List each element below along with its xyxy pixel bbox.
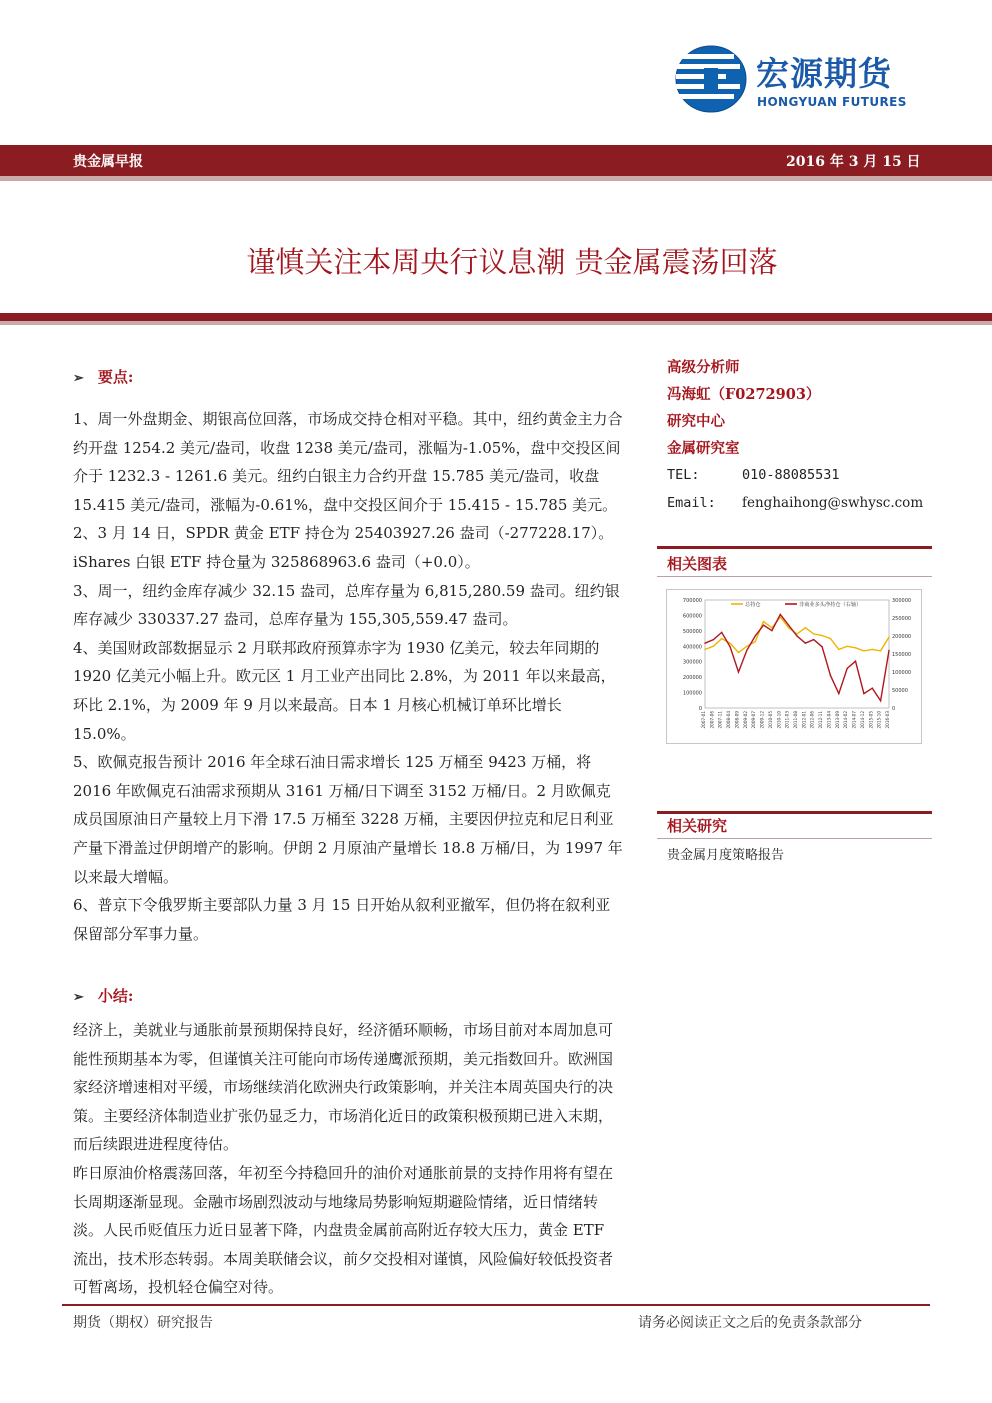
report-date: 2016 年 3 月 15 日 — [786, 154, 921, 170]
right-axis-tick-label: 50000 — [892, 688, 908, 694]
left-axis-tick-label: 500000 — [682, 628, 702, 635]
series-2-point — [846, 668, 847, 669]
series-1-point — [838, 649, 839, 650]
x-axis-tick-label: 2014-07 — [851, 711, 857, 729]
series-2-point — [788, 625, 789, 626]
series-2-point — [704, 643, 705, 644]
x-axis-tick-label: 2012-11 — [818, 711, 824, 729]
summary-paragraph-1: 经济上，美就业与通胀前景预期保持良好，经济循环顺畅，市场目前对本周加息可能性预期基本为零，但谨慎关注可能向市场传递鹰派预期，美元指数回升。欧洲国家经济增速相对平缓，市场继续消化欧洲央行政策影响，并关注本周英国央行的决策。主要经济体制造业扩张仍显乏力，市场消化近日的政策积极预期已进入末期，而后续跟进进程度待估。 — [73, 1021, 614, 1154]
series-2-point — [729, 646, 730, 647]
right-axis-tick-label: 0 — [892, 706, 896, 712]
x-axis-tick-label: 2016-03 — [885, 711, 890, 729]
related-research-item[interactable]: 贵金属月度策略报告 — [667, 848, 785, 863]
email-label: Email: — [667, 495, 716, 511]
x-axis-tick-label: 2009-07 — [751, 711, 757, 729]
series-2-point — [780, 614, 781, 615]
left-axis-tick-label: 200000 — [682, 675, 702, 682]
series-1-point — [763, 621, 764, 622]
keypoints-heading-text: 要点: — [97, 368, 134, 386]
series-1-point — [746, 646, 747, 647]
x-axis-tick-label: 2011-03 — [784, 711, 790, 729]
legend-label-1: 总持仓 — [745, 602, 761, 608]
series-2-point — [754, 635, 755, 636]
email-value[interactable]: fenghaihong@swhysc.com — [742, 495, 924, 511]
x-axis-tick-label: 2008-09 — [734, 711, 740, 729]
left-axis-tick-label: 100000 — [682, 690, 702, 697]
x-axis-tick-label: 2007-06 — [709, 711, 715, 729]
series-1-point — [721, 638, 722, 639]
title-divider-shadow — [0, 321, 992, 325]
footer-disclaimer: 请务必阅读正文之后的免责条款部分 — [638, 1315, 862, 1331]
keypoints-heading — [73, 366, 133, 387]
right-axis-tick-label: 300000 — [892, 598, 912, 604]
analyst-name: 冯海虹（F0272903） — [667, 386, 821, 403]
series-2-point — [721, 632, 722, 633]
x-axis-tick-label: 2011-08 — [793, 711, 798, 729]
report-title: 谨慎关注本周央行议息潮 贵金属震荡回落 — [246, 245, 778, 279]
x-axis-tick-label: 2012-06 — [809, 711, 815, 729]
analyst-title: 高级分析师 — [667, 359, 740, 376]
series-1-point — [704, 649, 705, 650]
series-2-point — [771, 630, 772, 631]
research-center: 研究中心 — [667, 413, 725, 430]
charts-section-rule — [657, 546, 932, 549]
keypoint-6: 6、普京下令俄罗斯主要部队力量 3 月 15 日开始从叙利亚撤军，但仍将在叙利亚保留部分军事力量。 — [73, 896, 611, 943]
keypoint-1: 1、周一外盘期金、期银高位回落，市场成交持仓相对平稳。其中，纽约黄金主力合约开盘 1254.2 美元/盎司，收盘 1238 美元/盎司，涨幅为-1.05%，盘中交投区间介于 1232.3 - 1261.6 美元。纽约白银主力合约开盘 15.785 美元/盎司，收盘 15.415 美元/盎司，涨幅为-0.61%，盘中交投区间介于 15.415 - 15.785 美元。 — [73, 410, 623, 514]
left-axis-tick-label: 0 — [698, 706, 702, 712]
right-axis-tick-label: 150000 — [892, 652, 912, 658]
keypoint-3: 3、周一，纽约金库存减少 32.15 盎司，总库存量为 6,815,280.59 盎司。纽约银库存减少 330337.27 盎司，总库存量为 155,305,559.47 盎司。 — [73, 581, 620, 629]
left-axis-tick-label: 300000 — [682, 659, 702, 666]
related-research-heading: 相关研究 — [667, 817, 728, 835]
series-1-point — [888, 636, 889, 637]
series-1-point — [754, 641, 755, 642]
header-bar-shadow — [0, 176, 992, 181]
research-section-underline — [657, 838, 932, 839]
right-axis-tick-label: 200000 — [892, 634, 912, 640]
series-1-point — [713, 646, 714, 647]
x-axis-tick-label: 2010-10 — [776, 711, 782, 729]
series-1-point — [805, 627, 806, 628]
legend-label-2: 非商业多头净持仓（右轴） — [799, 602, 862, 608]
x-axis-tick-label: 2013-09 — [834, 711, 840, 729]
series-2-point — [888, 650, 889, 651]
x-axis-tick-label: 2014-12 — [859, 711, 865, 729]
series-2-point — [713, 639, 714, 640]
series-1-point — [813, 633, 814, 634]
charts-section-underline — [657, 576, 932, 577]
logo-mark-icon — [674, 44, 748, 114]
summary-heading — [73, 985, 133, 1006]
series-1-point — [729, 643, 730, 644]
series-2-point — [838, 693, 839, 694]
x-axis-tick-label: 2007-01 — [701, 711, 706, 729]
research-section-rule — [657, 811, 932, 814]
keypoint-4: 4、美国财政部数据显示 2 月联邦政府预算赤字为 1930 亿美元，较去年同期的 1920 亿美元小幅上升。欧元区 1 月工业产出同比 2.8%，为 2011 年以来最高，环比 2.1%，为 2009 年 9 月以来最高。日本 1 月核心机械订单环比增长 15.0%。 — [73, 638, 616, 743]
series-2-point — [880, 700, 881, 701]
tel-value: 010-88085531 — [742, 467, 840, 483]
x-axis-tick-label: 2012-01 — [801, 711, 807, 729]
series-1-point — [821, 635, 822, 636]
x-axis-tick-label: 2015-10 — [876, 711, 882, 729]
x-axis-tick-label: 2008-04 — [726, 711, 732, 729]
series-1-point — [738, 652, 739, 653]
series-2-point — [805, 643, 806, 644]
header-bar — [0, 145, 992, 176]
left-axis-tick-label: 700000 — [682, 598, 702, 604]
x-axis-tick-label: 2010-05 — [767, 711, 773, 729]
series-2-point — [796, 635, 797, 636]
holdings-line-chart — [667, 590, 921, 743]
company-logo — [672, 44, 922, 114]
series-1-point — [863, 650, 864, 651]
series-1-point — [855, 647, 856, 648]
left-axis-tick-label: 400000 — [682, 644, 702, 651]
series-line-2 — [705, 614, 889, 700]
series-line-1 — [705, 617, 889, 653]
keypoint-5: 5、欧佩克报告预计 2016 年全球石油日需求增长 125 万桶至 9423 万桶，将 2016 年欧佩克石油需求预期从 3161 万桶/日下调至 3152 万桶/日。2 月欧佩克成员国原油日产量较上月下滑 17.5 万桶至 3228 万桶，主要因伊拉克和尼日利亚产量下滑盖过伊朗增产的影响。伊朗 2 月原油产量增长 18.8 万桶/日，为 1997 年以来最大增幅。 — [73, 753, 623, 886]
right-axis-tick-label: 100000 — [892, 670, 912, 676]
right-axis-tick-label: 250000 — [892, 616, 912, 622]
summary-paragraph-2: 昨日原油价格震荡回落，年初至今持稳回升的油价对通胀前景的支持作用将有望在长周期逐渐显现。金融市场剧烈波动与地缘局势影响短期避险情绪，近日情绪转淡。人民币贬值压力近日显著下降，内盘贵金属前高附近存较大压力，黄金 ETF 流出，技术形态转弱。本周美联储会议，前夕交投相对谨慎，风险偏好较低投资者可暂离场，投机轻仓偏空对待。 — [73, 1163, 614, 1297]
keypoint-2: 2、3 月 14 日，SPDR 黄金 ETF 持仓为 25403927.26 盎司（-277228.17）。iShares 白银 ETF 持仓量为 325868963.6 盎司（+0.0）。 — [73, 524, 614, 571]
summary-heading-text: 小结: — [97, 987, 134, 1005]
arrow-bullet-icon: ➢ — [73, 371, 84, 386]
series-1-point — [872, 649, 873, 650]
series-2-point — [821, 646, 822, 647]
x-axis-tick-label: 2015-05 — [868, 711, 874, 729]
series-2-point — [763, 625, 764, 626]
series-2-point — [746, 650, 747, 651]
series-2-point — [863, 693, 864, 694]
series-2-point — [872, 688, 873, 689]
x-axis-tick-label: 2009-02 — [742, 711, 748, 729]
title-divider — [0, 313, 992, 321]
series-2-point — [855, 661, 856, 662]
brand-name-en: HONGYUAN FUTURES — [757, 95, 907, 109]
keypoints-body — [73, 405, 623, 948]
arrow-bullet-icon: ➢ — [73, 990, 84, 1005]
x-axis-tick-label: 2007-11 — [717, 711, 723, 729]
footer-report-type: 期货（期权）研究报告 — [73, 1315, 213, 1331]
tel-label: TEL: — [667, 467, 700, 483]
series-1-point — [830, 638, 831, 639]
brand-name-cn: 宏源期货 — [756, 54, 892, 93]
left-axis-tick-label: 600000 — [682, 613, 702, 620]
footer-rule — [62, 1304, 930, 1306]
research-office: 金属研究室 — [667, 440, 740, 457]
series-1-point — [788, 627, 789, 628]
series-2-point — [738, 671, 739, 672]
x-axis-tick-label: 2014-02 — [843, 711, 849, 729]
summary-body — [73, 1016, 623, 1302]
series-1-point — [880, 650, 881, 651]
series-2-point — [830, 675, 831, 676]
related-charts-heading: 相关图表 — [667, 555, 728, 573]
related-chart — [666, 589, 922, 744]
x-axis-tick-label: 2009-12 — [759, 711, 765, 729]
report-section-label: 贵金属早报 — [73, 154, 143, 170]
series-1-point — [846, 646, 847, 647]
x-axis-tick-label: 2013-04 — [826, 711, 832, 729]
series-2-point — [813, 639, 814, 640]
